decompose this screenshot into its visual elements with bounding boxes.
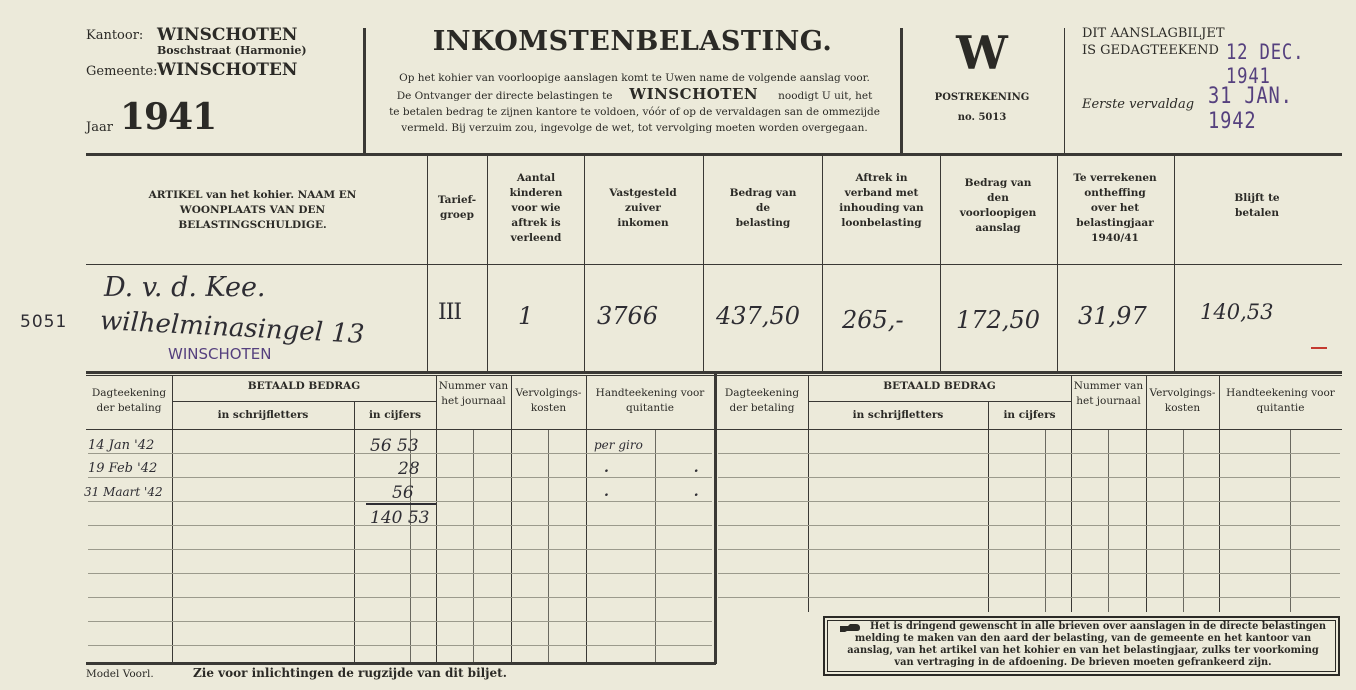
kantoor-value: WINSCHOTEN [157,25,298,45]
notice-line-1: Op het kohier van voorloopige aanslagen komt te Uwen name de volgende aanslag voor. [399,72,870,84]
right-header-sign: Handteekening voor quitantie [1226,387,1335,414]
header-inkomen: Vastgesteld zuiver inkomen [609,187,677,229]
left-header-date: Dagteekening der betaling [91,387,167,414]
col-line [511,376,512,662]
payment-sign-2: . . [604,460,739,476]
payment-amount-1: 56 53 [370,436,419,456]
notice-box-line: van vertraging in de afdoening. De brieven moeten gefrankeerd zijn. [894,657,1272,668]
col-line [436,376,437,662]
notice-box-text [833,621,1333,669]
row-line [808,401,1071,402]
belasting-value: 437,50 [716,302,800,330]
left-header-costs: Vervolgings- kosten [515,387,582,414]
col-line [703,155,704,372]
tariefgroep-value: III [438,300,462,325]
payment-date-2: 19 Feb '42 [88,461,158,476]
postrekening-number: no. 5013 [957,112,1007,123]
info-note: Zie voor inlichtingen de rugzijde van dit biljet. [193,666,507,680]
voorloopig-value: 172,50 [956,306,1040,334]
col-line [584,155,585,372]
notice-box-line: melding te maken van den aard der belasting, van de gemeente en het kantoor van [854,633,1312,644]
header-divider-1 [363,28,366,153]
aftrek-value: 265,- [842,306,904,334]
payment-date-3: 31 Maart '42 [84,485,163,499]
taxpayer-address: wilhelminasingel 13 [99,306,366,350]
ledger-rule [718,501,1340,502]
ledger-rule [88,621,712,622]
col-line [940,155,941,372]
ledger-rule [88,549,712,550]
correspondence-notice-box [823,616,1340,676]
form-title: INKOMSTENBELASTING. [432,26,833,57]
header-tariefgroep: Tarief- groep [437,194,477,221]
row-line [172,401,436,402]
header-blijft: Blijft te betalen [1234,192,1280,219]
col-line [1071,376,1072,612]
header-divider-2 [900,28,903,153]
ledger-rule [88,645,712,646]
gemeente-label: Gemeente: [86,64,158,79]
col-line [1057,155,1058,372]
model-label: Model Voorl. [86,668,154,680]
notice-box-line: aanslag, van het artikel van het kohier en van het belastingjaar, zulks ter voorkoming [847,645,1319,656]
col-line [1045,430,1046,612]
payment-amount-2: 28 [398,459,420,479]
kantoor-address: Boschstraat (Harmonie) [157,44,307,57]
vervaldag-stamp: 31 JAN. 1942 [1208,84,1293,134]
ledger-rule [88,573,712,574]
header-ontheffing: Te verrekenen ontheffing over het belastingjaar 1940/41 [1073,172,1157,244]
header-divider-3 [1064,28,1065,153]
aanslag-line-1: DIT AANSLAGBILJET [1082,26,1225,41]
ledger-rule [718,525,1340,526]
postrekening-label: POSTREKENING [934,92,1030,103]
date-stamp: 12 DEC. 1941 [1226,40,1305,88]
col-line [1174,155,1175,372]
total-underline [366,503,436,505]
row-line [716,429,1342,430]
ledger-rule [718,573,1340,574]
col-line [1108,430,1109,612]
col-line [822,155,823,372]
kinderen-value: 1 [518,302,534,330]
notice-line-4: vermeld. Bij verzuim zou, ingevolge de wet, tot vervolging moeten worden overgegaan. [401,122,868,134]
left-header-sign: Handteekening voor quitantie [595,387,705,414]
col-line [1183,430,1184,612]
left-header-journal: Nummer van het journaal [438,380,509,407]
notice-line-2: De Ontvanger der directe belastingen te WINSCHOTEN noodigt U uit, het [396,85,873,103]
taxpayer-name: D. v. d. Kee. [104,272,266,303]
right-header-journal: Nummer van het journaal [1073,380,1144,407]
payments-center-divider [714,374,717,664]
inkomen-value: 3766 [597,302,659,330]
blijft-value: 140,53 [1200,300,1274,324]
col-line [487,155,488,372]
right-header-date: Dagteekening der betaling [724,387,800,414]
payment-date-1: 14 Jan '42 [88,438,155,453]
ledger-rule [718,597,1340,598]
left-header-digits: in cijfers [368,409,422,421]
right-header-digits: in cijfers [1003,409,1056,421]
right-header-paid: BETAALD BEDRAG [883,380,996,392]
header-kinderen: Aantal kinderen voor wie aftrek is verleend [509,172,563,244]
notice-line-3: te betalen bedrag te zijnen kantore te voldoen, vóór of op de vervaldagen san de ommezijde [389,106,880,118]
notice-box-line: Het is dringend gewenscht in alle brieven over aanslagen in de directe belastingen [869,621,1327,632]
right-header-words: in schrijfletters [852,409,944,421]
red-mark [1311,347,1327,349]
jaar-value: 1941 [120,96,217,138]
header-voorloopig: Bedrag van den voorloopigen aanslag [959,177,1037,234]
left-header-words: in schrijfletters [217,409,309,421]
vervaldag-label: Eerste vervaldag [1082,97,1195,112]
col-line [354,401,355,662]
col-line [427,155,428,372]
col-line [586,376,587,662]
col-line [1290,430,1291,612]
ledger-rule [718,453,1340,454]
row-line [86,429,714,430]
notice-text [372,70,897,136]
place-stamp: WINSCHOTEN [168,345,272,363]
ledger-rule [718,549,1340,550]
col-line [548,430,549,662]
ledger-rule [718,477,1340,478]
gemeente-value: WINSCHOTEN [157,60,298,80]
header-belasting: Bedrag van de belasting [729,187,797,229]
col-line [473,430,474,662]
w-letter: W [956,26,1008,80]
table-top-rule [86,153,1342,156]
payment-sign-1: per giro [594,438,643,452]
left-header-paid: BETAALD BEDRAG [247,380,361,392]
col-line [988,401,989,612]
margin-number: 5051 [20,312,68,332]
payment-amount-3: 56 [392,483,414,503]
header-artikel: ARTIKEL van het kohier. NAAM EN WOONPLAATS VAN DEN BELASTINGSCHULDIGE. [148,189,357,231]
payment-sign-3: . . [604,484,739,500]
ledger-rule [88,597,712,598]
kantoor-label: Kantoor: [86,28,144,43]
ontheffing-value: 31,97 [1078,302,1147,330]
right-header-costs: Vervolgings- kosten [1149,387,1216,414]
header-aftrek: Aftrek in verband met inhouding van loonbelasting [839,172,924,229]
aanslag-line-2: IS GEDAGTEEKEND [1082,43,1219,58]
payment-total: 140 53 [370,508,430,528]
table-header-rule [86,264,1342,265]
payments-left-bottom [86,662,716,665]
jaar-label: Jaar [86,120,113,135]
